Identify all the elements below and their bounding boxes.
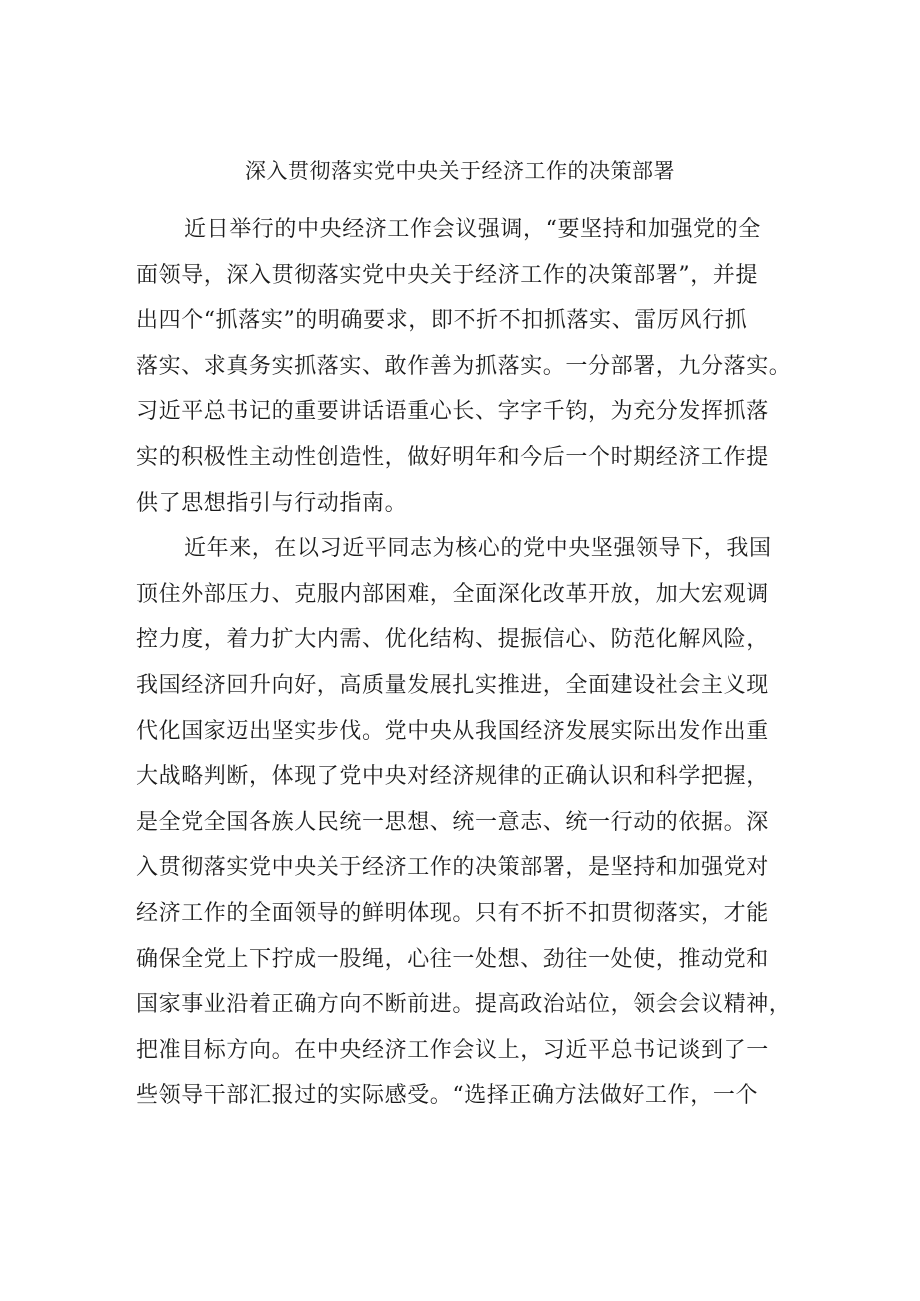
paragraph-line: 国家事业沿着正确方向不断前进。提高政治站位，领会会议精神，: [136, 992, 792, 1018]
document-title: 深入贯彻落实党中央关于经济工作的决策部署: [245, 159, 675, 183]
paragraph-line: 我国经济回升向好，高质量发展扎实推进，全面建设社会主义现: [136, 672, 769, 698]
paragraph-line: 经济工作的全面领导的鲜明体现。只有不折不扣贯彻落实，才能: [136, 900, 769, 926]
paragraph-line: 出四个“抓落实”的明确要求，即不折不扣抓落实、雷厉风行抓: [136, 308, 748, 334]
paragraph-line: 面领导，深入贯彻落实党中央关于经济工作的决策部署”，并提: [136, 262, 759, 288]
paragraph-line: 控力度，着力扩大内需、优化结构、提振信心、防范化解风险，: [136, 627, 769, 653]
paragraph-line: 近日举行的中央经济工作会议强调，“要坚持和加强党的全: [184, 217, 761, 242]
paragraph-line: 近年来，在以习近平同志为核心的党中央坚强领导下，我国: [184, 536, 772, 562]
paragraph-line: 是全党全国各族人民统一思想、统一意志、统一行动的依据。深: [136, 809, 769, 835]
paragraph-line: 顶住外部压力、克服内部困难，全面深化改革开放，加大宏观调: [136, 581, 769, 607]
paragraph-line: 把准目标方向。在中央经济工作会议上，习近平总书记谈到了一: [136, 1037, 769, 1063]
paragraph-2: [136, 526, 796, 1119]
document-body: [136, 207, 796, 1119]
paragraph-line: 代化国家迈出坚实步伐。党中央从我国经济发展实际出发作出重: [136, 718, 769, 744]
paragraph-line: 确保全党上下拧成一股绳，心往一处想、劲往一处使，推动党和: [136, 946, 769, 972]
paragraph-line: 入贯彻落实党中央关于经济工作的决策部署，是坚持和加强党对: [136, 855, 769, 881]
paragraph-line: 习近平总书记的重要讲话语重心长、字字千钧，为充分发挥抓落: [136, 399, 769, 425]
paragraph-line: 落实、求真务实抓落实、敢作善为抓落实。一分部署，九分落实。: [136, 353, 792, 379]
paragraph-line: 供了思想指引与行动指南。: [136, 490, 408, 516]
paragraph-line: 实的积极性主动性创造性，做好明年和今后一个时期经济工作提: [136, 444, 769, 470]
paragraph-line: 大战略判断，体现了党中央对经济规律的正确认识和科学把握，: [136, 764, 769, 790]
paragraph-line: 些领导干部汇报过的实际感受。“选择正确方法做好工作，一个: [136, 1083, 759, 1109]
paragraph-1: [136, 207, 796, 526]
